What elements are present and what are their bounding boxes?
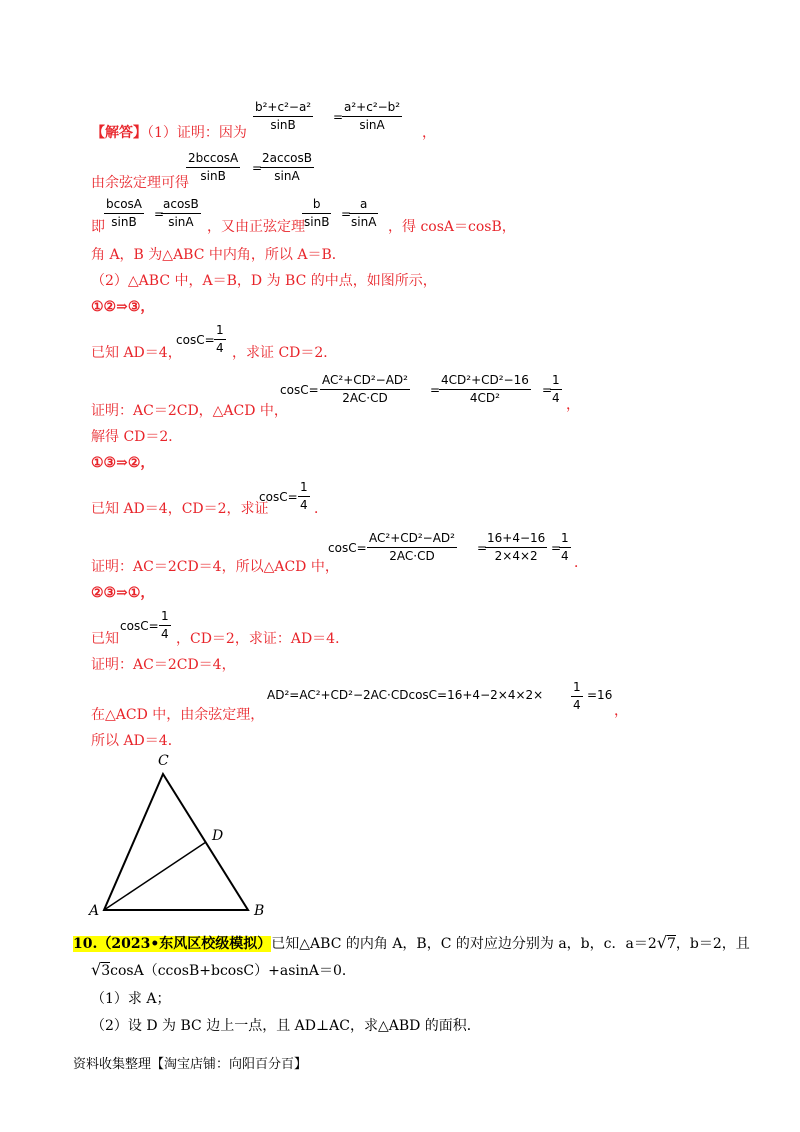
vertex-label-c: C <box>158 753 169 769</box>
problem10-number: 10. <box>73 936 98 952</box>
problem10-stem-tail: ，b＝2，且 <box>675 936 750 952</box>
cosC-label: cosC= <box>176 333 215 347</box>
fraction-denominator: sinB <box>111 215 137 229</box>
fraction-numerator: 1 <box>559 530 571 548</box>
equals-sign: = <box>430 383 441 397</box>
vertex-label-d: D <box>212 828 224 844</box>
line3-mid: ，又由正弦定理 <box>207 219 305 235</box>
fraction-numerator: AC²+CD²−AD² <box>367 530 457 548</box>
case3-law: 在△ACD 中，由余弦定理， <box>91 707 265 723</box>
fraction-numerator: acosB <box>161 196 201 214</box>
fraction-denominator: 4 <box>552 391 560 405</box>
case3-proof: 证明：AC＝2CD＝4， <box>91 657 236 673</box>
fraction-denominator: 4 <box>161 627 169 641</box>
equals-sign: = <box>333 110 344 124</box>
fraction-numerator: 2bccosA <box>186 150 240 168</box>
fraction-numerator: a²+c²−b² <box>342 99 402 117</box>
case2-title: ①③⇒②， <box>91 455 155 471</box>
problem10-q1: （1）求 A； <box>91 991 171 1007</box>
line3-tail: ，得 cosA＝cosB， <box>388 219 516 235</box>
fraction-denominator: sinA <box>351 215 377 229</box>
case1-proof: 证明：AC＝2CD，△ACD 中， <box>91 403 288 419</box>
fraction-numerator: b <box>302 196 331 214</box>
comma: ， <box>566 397 580 413</box>
comma: ， <box>614 703 628 719</box>
case1-title: ①②⇒③， <box>91 299 155 315</box>
fraction-numerator: 16+4−16 <box>485 530 547 548</box>
case3-given-tail: ，CD＝2，求证：AD＝4． <box>176 631 350 647</box>
period: ． <box>574 555 588 571</box>
fraction-denominator: sinA <box>274 169 300 183</box>
case3-title: ②③⇒①， <box>91 585 155 601</box>
fraction-numerator: AC²+CD²−AD² <box>320 372 410 390</box>
law-of-cosines-equation: AD²=AC²+CD²−2AC·CDcosC=16+4−2×4×2× <box>267 688 544 702</box>
vertex-label-b: B <box>254 903 265 919</box>
cosC-label: cosC= <box>120 619 159 633</box>
fraction-denominator: 2×4×2 <box>494 549 538 563</box>
fraction-denominator: 4CD² <box>469 391 500 405</box>
fraction-numerator: 1 <box>550 372 562 390</box>
problem10-q2: （2）设 D 为 BC 边上一点，且 AD⊥AC，求△ABD 的面积． <box>91 1018 481 1034</box>
sqrt-icon: √ <box>656 933 667 952</box>
fraction-denominator: sinA <box>168 215 194 229</box>
cosC-label: cosC= <box>259 490 298 504</box>
fraction-denominator: sinB <box>270 118 296 132</box>
line5: （2）△ABC 中，A＝B，D 为 BC 的中点，如图所示， <box>91 273 437 289</box>
problem10-condition: cosA（ccosB+bcosC）+asinA＝0． <box>110 963 356 979</box>
solution-tag: 【解答】 <box>91 125 147 141</box>
line3-lead: 即 <box>91 219 105 235</box>
period: ． <box>314 501 328 517</box>
sqrt-icon: √ <box>91 960 102 979</box>
fraction-numerator: bcosA <box>104 196 144 214</box>
case3-given-lead: 已知 <box>91 631 119 647</box>
equals-sign: = <box>341 207 352 221</box>
fraction-denominator: sinB <box>200 169 226 183</box>
triangle-abc <box>104 774 248 910</box>
fraction-numerator: 4CD²+CD²−16 <box>439 372 531 390</box>
equals-sign: = <box>154 207 165 221</box>
fraction-denominator: 4 <box>573 698 581 712</box>
footer-text: 资料收集整理【淘宝店铺：向阳百分百】 <box>73 1057 308 1072</box>
sqrt-radicand: 7 <box>666 936 676 952</box>
problem10-stem: 已知△ABC 的内角 A，B，C 的对应边分别为 a，b，c．a＝2 <box>271 936 657 952</box>
equals-sign: = <box>542 383 553 397</box>
fraction-denominator: 2AC·CD <box>342 391 388 405</box>
cosC-label: cosC= <box>280 383 319 397</box>
line-cosine-law: 由余弦定理可得 <box>91 175 189 191</box>
fraction-denominator: sinB <box>304 215 330 229</box>
problem10-source: （2023•东风区校级模拟） <box>97 936 272 952</box>
cosC-label: cosC= <box>328 541 367 555</box>
case2-proof: 证明：AC＝2CD＝4，所以△ACD 中， <box>91 559 339 575</box>
equals-sign: = <box>551 541 562 555</box>
fraction-numerator: 1 <box>159 608 171 626</box>
fraction-numerator: 1 <box>214 322 226 340</box>
fraction-numerator: 2accosB <box>260 150 314 168</box>
fraction-numerator: 1 <box>298 479 310 497</box>
fraction-denominator: 2AC·CD <box>389 549 435 563</box>
vertex-label-a: A <box>89 903 100 919</box>
case1-solve: 解得 CD＝2． <box>91 429 183 445</box>
line4: 角 A，B 为△ABC 中内角，所以 A＝B． <box>91 247 346 263</box>
fraction-denominator: 4 <box>300 498 308 512</box>
comma: ， <box>422 125 436 141</box>
fraction-numerator: b²+c²−a² <box>253 99 313 117</box>
problem10-line1 <box>73 933 750 953</box>
case1-given-tail: ，求证 CD＝2． <box>232 345 338 361</box>
case2-given: 已知 AD＝4，CD＝2，求证 <box>91 501 269 517</box>
fraction-numerator: 1 <box>571 679 583 697</box>
part1-intro: （1）证明：因为 <box>147 125 247 141</box>
fraction-denominator: sinA <box>359 118 385 132</box>
fraction-denominator: 4 <box>561 549 569 563</box>
equation-result: =16 <box>587 688 613 702</box>
sqrt-radicand: 3 <box>101 963 111 979</box>
case1-given: 已知 AD＝4， <box>91 345 182 361</box>
equals-sign: = <box>252 161 263 175</box>
equals-sign: = <box>477 541 488 555</box>
case3-result: 所以 AD＝4． <box>91 733 182 749</box>
fraction-denominator: 4 <box>216 341 224 355</box>
problem10-line2 <box>91 960 356 980</box>
fraction-numerator: a <box>349 196 378 214</box>
